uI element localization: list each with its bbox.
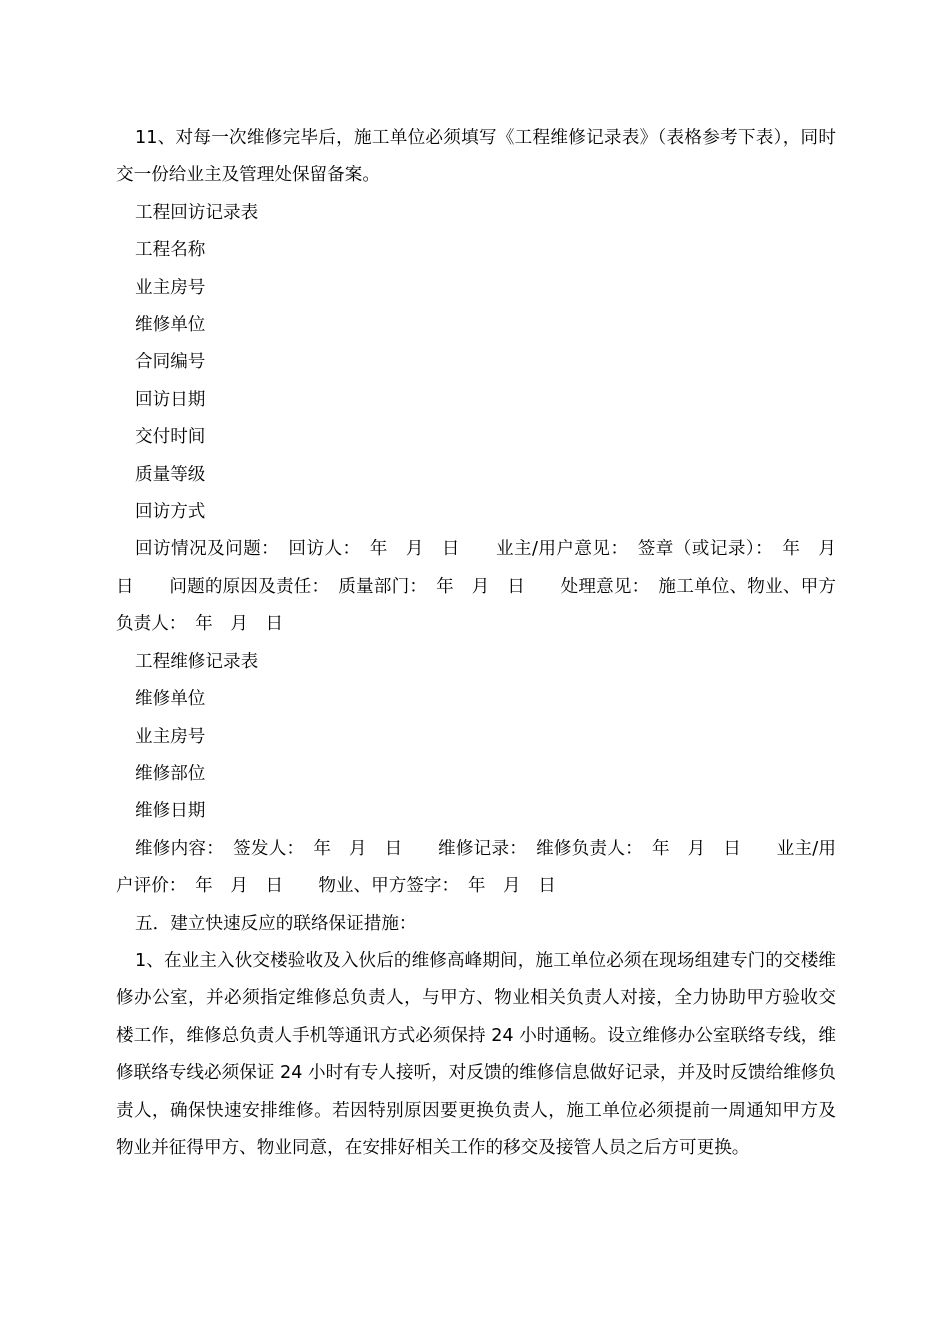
visit-field-project-name: 工程名称 bbox=[135, 240, 206, 261]
visit-field-visit-method: 回访方式 bbox=[135, 502, 206, 523]
document-page bbox=[116, 120, 854, 1167]
section-5-item-1-paragraph: 1、在业主入伙交楼验收及入伙后的维修高峰期间，施工单位必须在现场组建专门的交楼维修办公室，并必须指定维修总负责人，与甲方、物业相关负责人对接，全力协助甲方验收交楼工作，维修总负责人手机等通讯方式必须保持 24 小时通畅。设立维修办公室联络专线，维修联络专线必须保证 24 小时有专人接听，对反馈的维修信息做好记录，并及时反馈给维修负责人，确保快速安排维修。若因特别原因要更换负责人，施工单位必须提前一周通知甲方及物业并征得甲方、物业同意，在安排好相关工作的移交及接管人员之后方可更换。 bbox=[116, 950, 836, 1158]
visit-field-delivery-time: 交付时间 bbox=[135, 427, 206, 448]
section-5-heading: 五．建立快速反应的联络保证措施： bbox=[135, 913, 417, 934]
repair-signoff-paragraph: 维修内容： 签发人： 年 月 日 维修记录： 维修负责人： 年 月 日 业主/用户评价： 年 月 日 物业、甲方签字： 年 月 日 bbox=[116, 838, 836, 897]
visit-record-heading: 工程回访记录表 bbox=[135, 202, 259, 223]
item-11-paragraph: 11、对每一次维修完毕后，施工单位必须填写《工程维修记录表》（表格参考下表），同时交一份给业主及管理处保留备案。 bbox=[116, 128, 836, 186]
visit-field-quality-grade: 质量等级 bbox=[135, 464, 206, 485]
repair-field-repair-location: 维修部位 bbox=[135, 763, 206, 784]
visit-field-visit-date: 回访日期 bbox=[135, 389, 206, 410]
repair-field-repair-date: 维修日期 bbox=[135, 801, 206, 822]
visit-signoff-paragraph: 回访情况及问题： 回访人： 年 月 日 业主/用户意见： 签章（或记录）： 年 月 日 问题的原因及责任： 质量部门： 年 月 日 处理意见： 施工单位、物业、甲方负责人： 年 月 日 bbox=[116, 539, 854, 635]
repair-field-owner-room: 业主房号 bbox=[135, 726, 206, 747]
visit-field-contract-no: 合同编号 bbox=[135, 352, 206, 373]
visit-field-repair-unit: 维修单位 bbox=[135, 315, 206, 336]
repair-field-repair-unit: 维修单位 bbox=[135, 689, 206, 710]
visit-field-owner-room: 业主房号 bbox=[135, 277, 206, 298]
repair-record-heading: 工程维修记录表 bbox=[135, 651, 259, 672]
